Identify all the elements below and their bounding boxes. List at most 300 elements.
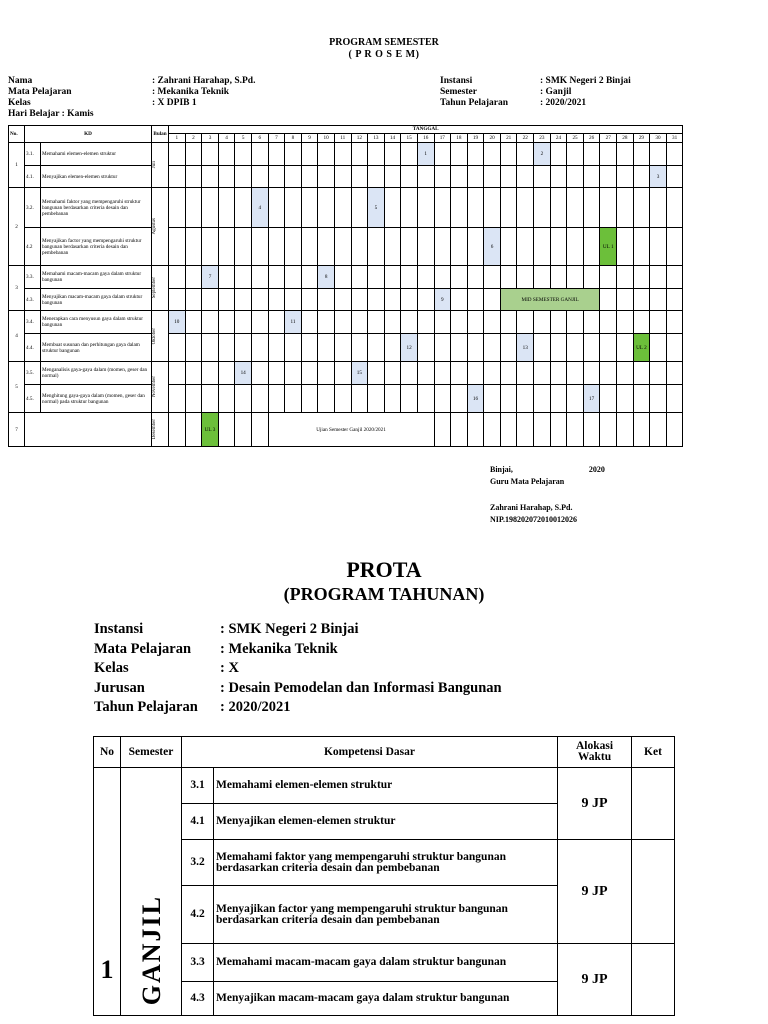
kd-code: 4.2: [182, 886, 214, 944]
day-cell: [368, 334, 385, 362]
day-cell: [550, 413, 567, 447]
day-cell: [451, 385, 468, 413]
kd-code: 4.4.: [25, 334, 41, 362]
day-cell: [268, 385, 285, 413]
day-cell: [550, 266, 567, 289]
prosem-info-left-values: [152, 76, 255, 109]
prota-no: 1: [94, 768, 121, 1016]
day-cell: [285, 228, 302, 266]
header-kd: Kompetensi Dasar: [182, 737, 558, 768]
day-cell: [301, 266, 318, 289]
header-kd: KD: [25, 126, 152, 143]
day-cell: [467, 311, 484, 334]
day-cell: [301, 289, 318, 311]
meeting-mark: 1: [417, 143, 434, 166]
group-no: 1: [9, 143, 25, 188]
day-cell: [617, 311, 634, 334]
kd-code: 3.2: [182, 840, 214, 886]
info-value: : 2020/2021: [540, 98, 587, 108]
day-cell: [650, 334, 667, 362]
day-cell: [434, 166, 451, 188]
day-header: 11: [334, 134, 351, 143]
day-cell: [185, 289, 202, 311]
day-cell: [185, 311, 202, 334]
prota-semester: GANJIL: [136, 894, 166, 1005]
meeting-mark: 11: [285, 311, 302, 334]
kd-code: 4.3.: [25, 289, 41, 311]
day-cell: [484, 413, 501, 447]
month-cell: [152, 143, 169, 188]
day-cell: [202, 143, 219, 166]
day-cell: [285, 289, 302, 311]
meeting-mark: 7: [202, 266, 219, 289]
day-cell: [185, 385, 202, 413]
day-cell: [434, 311, 451, 334]
day-header: 22: [517, 134, 534, 143]
day-cell: [268, 311, 285, 334]
day-cell: [451, 311, 468, 334]
info-value: : Zahrani Harahap, S.Pd.: [152, 76, 256, 86]
day-cell: [650, 362, 667, 385]
day-cell: [251, 266, 268, 289]
info-value: : X DPIB 1: [152, 98, 197, 108]
day-header: 12: [351, 134, 368, 143]
day-cell: [484, 166, 501, 188]
day-header: 10: [318, 134, 335, 143]
day-cell: [185, 188, 202, 228]
day-cell: [301, 362, 318, 385]
day-cell: [169, 143, 186, 166]
ket-cell: [632, 944, 675, 1016]
day-cell: [567, 166, 584, 188]
prosem-row: [9, 311, 683, 334]
day-cell: [633, 166, 650, 188]
day-cell: [583, 166, 600, 188]
day-cell: [185, 166, 202, 188]
info-label: Instansi: [94, 621, 144, 637]
info-value: : SMK Negeri 2 Binjai: [220, 621, 359, 637]
meeting-mark: 8: [318, 266, 335, 289]
day-cell: [617, 188, 634, 228]
day-cell: [517, 385, 534, 413]
day-header: 26: [583, 134, 600, 143]
day-cell: [384, 143, 401, 166]
day-cell: [384, 166, 401, 188]
kd-text: Memahami macam-macam gaya dalam struktur bangunan: [214, 944, 558, 982]
day-cell: [567, 413, 584, 447]
day-cell: [169, 166, 186, 188]
day-cell: [185, 228, 202, 266]
info-value: : Mekanika Teknik: [152, 87, 230, 97]
day-cell: [666, 166, 683, 188]
day-cell: [368, 289, 385, 311]
kd-text: Menyajikan elemen-elemen struktur: [214, 804, 558, 840]
day-cell: [251, 385, 268, 413]
day-cell: [235, 266, 252, 289]
day-cell: [666, 362, 683, 385]
day-cell: [318, 311, 335, 334]
prosem-row: [9, 228, 683, 266]
day-cell: [633, 188, 650, 228]
day-cell: [633, 228, 650, 266]
info-label: Hari Belajar : Kamis: [8, 109, 94, 119]
day-cell: [534, 228, 551, 266]
day-cell: [301, 166, 318, 188]
day-cell: [467, 188, 484, 228]
day-cell: [417, 289, 434, 311]
day-cell: [268, 334, 285, 362]
month-label: November: [152, 376, 157, 398]
prota-info-labels: [94, 620, 198, 718]
meeting-mark: 3: [650, 166, 667, 188]
day-cell: [666, 188, 683, 228]
day-cell: [484, 289, 501, 311]
day-header: 4: [218, 134, 235, 143]
day-cell: [301, 385, 318, 413]
day-cell: [451, 166, 468, 188]
day-cell: [517, 413, 534, 447]
day-cell: [600, 289, 617, 311]
day-cell: [417, 266, 434, 289]
info-value: : X: [220, 660, 239, 676]
day-cell: [417, 311, 434, 334]
prota-info-values: [220, 620, 502, 718]
month-cell: [152, 266, 169, 311]
meeting-mark: UL 1: [600, 228, 617, 266]
day-cell: [650, 266, 667, 289]
day-cell: [401, 228, 418, 266]
day-cell: [235, 289, 252, 311]
month-label: September: [152, 277, 157, 299]
day-cell: [351, 289, 368, 311]
day-cell: [318, 228, 335, 266]
day-cell: [600, 362, 617, 385]
day-cell: [484, 266, 501, 289]
day-cell: [318, 188, 335, 228]
group-no: 2: [9, 188, 25, 266]
day-cell: [202, 188, 219, 228]
day-header: 8: [285, 134, 302, 143]
day-cell: [633, 311, 650, 334]
group-no: 7: [9, 413, 25, 447]
day-cell: [218, 334, 235, 362]
day-cell: [251, 143, 268, 166]
day-cell: [633, 289, 650, 311]
day-cell: [368, 385, 385, 413]
day-cell: [169, 188, 186, 228]
day-header: 3: [202, 134, 219, 143]
day-cell: [666, 228, 683, 266]
day-cell: [169, 228, 186, 266]
day-cell: [384, 385, 401, 413]
meeting-mark: 17: [583, 385, 600, 413]
day-cell: [534, 362, 551, 385]
day-cell: [500, 143, 517, 166]
meeting-mark: 5: [368, 188, 385, 228]
day-cell: [467, 143, 484, 166]
day-cell: [285, 143, 302, 166]
month-label: Desember: [152, 419, 157, 440]
day-cell: [218, 362, 235, 385]
day-cell: [650, 188, 667, 228]
day-cell: [301, 311, 318, 334]
meeting-mark: 13: [517, 334, 534, 362]
day-cell: [401, 362, 418, 385]
day-cell: [351, 228, 368, 266]
kd-text: Menganalisis gaya-gaya dalam (momen, geser dan normal): [41, 362, 152, 385]
day-cell: [451, 143, 468, 166]
info-label: Semester: [440, 87, 477, 97]
info-value: : SMK Negeri 2 Binjai: [540, 76, 631, 86]
info-value: : Mekanika Teknik: [220, 640, 338, 657]
prosem-info-right-values: [540, 76, 631, 109]
day-cell: [617, 266, 634, 289]
day-cell: [434, 413, 451, 447]
meeting-mark: 6: [484, 228, 501, 266]
kd-text: Memahami faktor yang mempengaruhi struktur bangunan berdasarkan criteria desain dan pembebanan: [214, 840, 558, 886]
group-no: 3: [9, 266, 25, 311]
day-cell: [318, 143, 335, 166]
day-cell: [451, 228, 468, 266]
month-cell: [152, 362, 169, 413]
day-cell: [235, 334, 252, 362]
day-cell: [666, 143, 683, 166]
day-cell: [285, 266, 302, 289]
kd-code: 4.5.: [25, 385, 41, 413]
day-cell: [235, 311, 252, 334]
day-cell: [334, 289, 351, 311]
prosem-row: [9, 413, 683, 447]
kd-code: 3.5.: [25, 362, 41, 385]
day-cell: [567, 188, 584, 228]
day-cell: [202, 334, 219, 362]
day-cell: [600, 413, 617, 447]
day-cell: [600, 385, 617, 413]
day-cell: [301, 228, 318, 266]
alokasi-value: 9 JP: [558, 768, 632, 840]
meeting-mark: 14: [235, 362, 252, 385]
header-ket: Ket: [632, 737, 675, 768]
day-cell: [617, 362, 634, 385]
day-cell: [484, 143, 501, 166]
day-cell: [567, 266, 584, 289]
day-header: 31: [666, 134, 683, 143]
meeting-mark: UL 3: [202, 413, 219, 447]
day-header: 25: [567, 134, 584, 143]
day-cell: [268, 362, 285, 385]
day-cell: [451, 289, 468, 311]
day-cell: [185, 334, 202, 362]
prosem-row: [9, 166, 683, 188]
info-label: Tahun Pelajaran: [440, 98, 509, 108]
day-cell: [334, 228, 351, 266]
day-cell: [534, 413, 551, 447]
day-cell: [650, 413, 667, 447]
day-cell: [434, 385, 451, 413]
day-cell: [534, 188, 551, 228]
day-cell: [550, 362, 567, 385]
day-cell: [251, 334, 268, 362]
day-cell: [351, 166, 368, 188]
prosem-row: [9, 289, 683, 311]
day-cell: [417, 362, 434, 385]
day-cell: [384, 334, 401, 362]
day-cell: [334, 362, 351, 385]
day-cell: [185, 266, 202, 289]
day-cell: [334, 334, 351, 362]
day-cell: [351, 385, 368, 413]
day-cell: [583, 362, 600, 385]
signature-name: Zahrani Harahap, S.Pd.: [490, 503, 573, 512]
month-label: Oktober: [152, 327, 157, 345]
day-cell: [633, 385, 650, 413]
group-no: 4: [9, 311, 25, 362]
day-header: 24: [550, 134, 567, 143]
prosem-row: [9, 188, 683, 228]
day-cell: [218, 188, 235, 228]
day-cell: [169, 362, 186, 385]
day-cell: [218, 289, 235, 311]
day-cell: [285, 166, 302, 188]
day-cell: [517, 266, 534, 289]
meeting-mark: 15: [351, 362, 368, 385]
day-cell: [368, 362, 385, 385]
day-cell: [451, 266, 468, 289]
day-cell: [666, 413, 683, 447]
day-header: 27: [600, 134, 617, 143]
day-cell: [268, 166, 285, 188]
day-cell: [617, 143, 634, 166]
day-cell: [384, 362, 401, 385]
day-cell: [218, 311, 235, 334]
day-cell: [600, 266, 617, 289]
day-cell: [202, 228, 219, 266]
signature-place: Binjai,: [490, 465, 513, 474]
info-label: Mata Pelajaran: [8, 87, 72, 97]
day-cell: [169, 413, 186, 447]
day-cell: [583, 413, 600, 447]
header-no: No.: [9, 126, 25, 143]
group-no: 5: [9, 362, 25, 413]
day-cell: [251, 311, 268, 334]
day-cell: [368, 143, 385, 166]
ket-cell: [632, 840, 675, 944]
month-cell: [152, 311, 169, 362]
day-cell: [500, 188, 517, 228]
day-cell: [467, 334, 484, 362]
kd-code: 3.2.: [25, 188, 41, 228]
day-cell: [550, 385, 567, 413]
day-cell: [534, 385, 551, 413]
day-cell: [169, 266, 186, 289]
meeting-mark: 10: [169, 311, 186, 334]
day-cell: [434, 334, 451, 362]
day-cell: [600, 143, 617, 166]
day-cell: [600, 334, 617, 362]
day-cell: [500, 362, 517, 385]
prota-table: [93, 736, 675, 1016]
info-label: Mata Pelajaran: [94, 640, 192, 657]
day-header: 19: [467, 134, 484, 143]
day-cell: [517, 143, 534, 166]
day-cell: [484, 385, 501, 413]
day-cell: [235, 166, 252, 188]
day-cell: [500, 385, 517, 413]
kd-text: Menyajikan factor yang mempengaruhi struktur bangunan berdasarkan criteria desain dan pembebanan: [214, 886, 558, 944]
day-cell: [185, 143, 202, 166]
month-cell: [152, 188, 169, 266]
kd-text: Memahami faktor yang mempengaruhi struktur bangunan berdasarkan criteria desain dan pembebanan: [41, 188, 152, 228]
meeting-mark: 12: [401, 334, 418, 362]
day-cell: [517, 362, 534, 385]
kd-text: Menyajikan elemen-elemen struktur: [41, 166, 152, 188]
prosem-row: [9, 362, 683, 385]
day-cell: [202, 311, 219, 334]
day-cell: [666, 266, 683, 289]
day-cell: [285, 362, 302, 385]
day-cell: [500, 166, 517, 188]
day-cell: [417, 385, 434, 413]
kd-code: 3.1.: [25, 143, 41, 166]
day-cell: [251, 413, 268, 447]
info-value: : 2020/2021: [220, 699, 291, 715]
day-header: 1: [169, 134, 186, 143]
day-cell: [467, 266, 484, 289]
day-cell: [650, 228, 667, 266]
meeting-mark: UL 2: [633, 334, 650, 362]
day-cell: [500, 228, 517, 266]
day-cell: [334, 143, 351, 166]
day-cell: [451, 413, 468, 447]
day-cell: [451, 334, 468, 362]
day-cell: [650, 311, 667, 334]
kd-text: Menyajikan macam-macam gaya dalam struktur bangunan: [214, 982, 558, 1016]
kd-text: Menyajikan factor yang mempengaruhi struktur bangunan berdasarkan criteria desain dan pembebanan: [41, 228, 152, 266]
day-header: 23: [534, 134, 551, 143]
day-cell: [534, 266, 551, 289]
day-cell: [285, 334, 302, 362]
day-cell: [268, 143, 285, 166]
day-header: 21: [500, 134, 517, 143]
day-cell: [384, 311, 401, 334]
day-header: 13: [368, 134, 385, 143]
day-cell: [417, 166, 434, 188]
header-tanggal: TANGGAL: [169, 126, 683, 134]
day-cell: [467, 413, 484, 447]
day-cell: [334, 188, 351, 228]
prosem-title: PROGRAM SEMESTER: [329, 37, 439, 48]
prota-semester-cell: [121, 768, 182, 1016]
day-cell: [401, 311, 418, 334]
kd-text: Membuat susunan dan perhitungan gaya dalam struktur bangunan: [41, 334, 152, 362]
kd-text: Menyajikan macam-macam gaya dalam struktur bangunan: [41, 289, 152, 311]
day-cell: [285, 385, 302, 413]
prosem-row: [9, 266, 683, 289]
day-header: 17: [434, 134, 451, 143]
day-cell: [384, 228, 401, 266]
day-cell: [617, 413, 634, 447]
kd-code: 4.2: [25, 228, 41, 266]
header-semester: Semester: [121, 737, 182, 768]
day-cell: [351, 266, 368, 289]
day-cell: [401, 166, 418, 188]
day-cell: [600, 311, 617, 334]
day-header: 6: [251, 134, 268, 143]
day-cell: [617, 289, 634, 311]
info-label: Jurusan: [94, 679, 145, 696]
info-value: : Desain Pemodelan dan Informasi Bangunan: [220, 679, 502, 696]
day-cell: [434, 143, 451, 166]
